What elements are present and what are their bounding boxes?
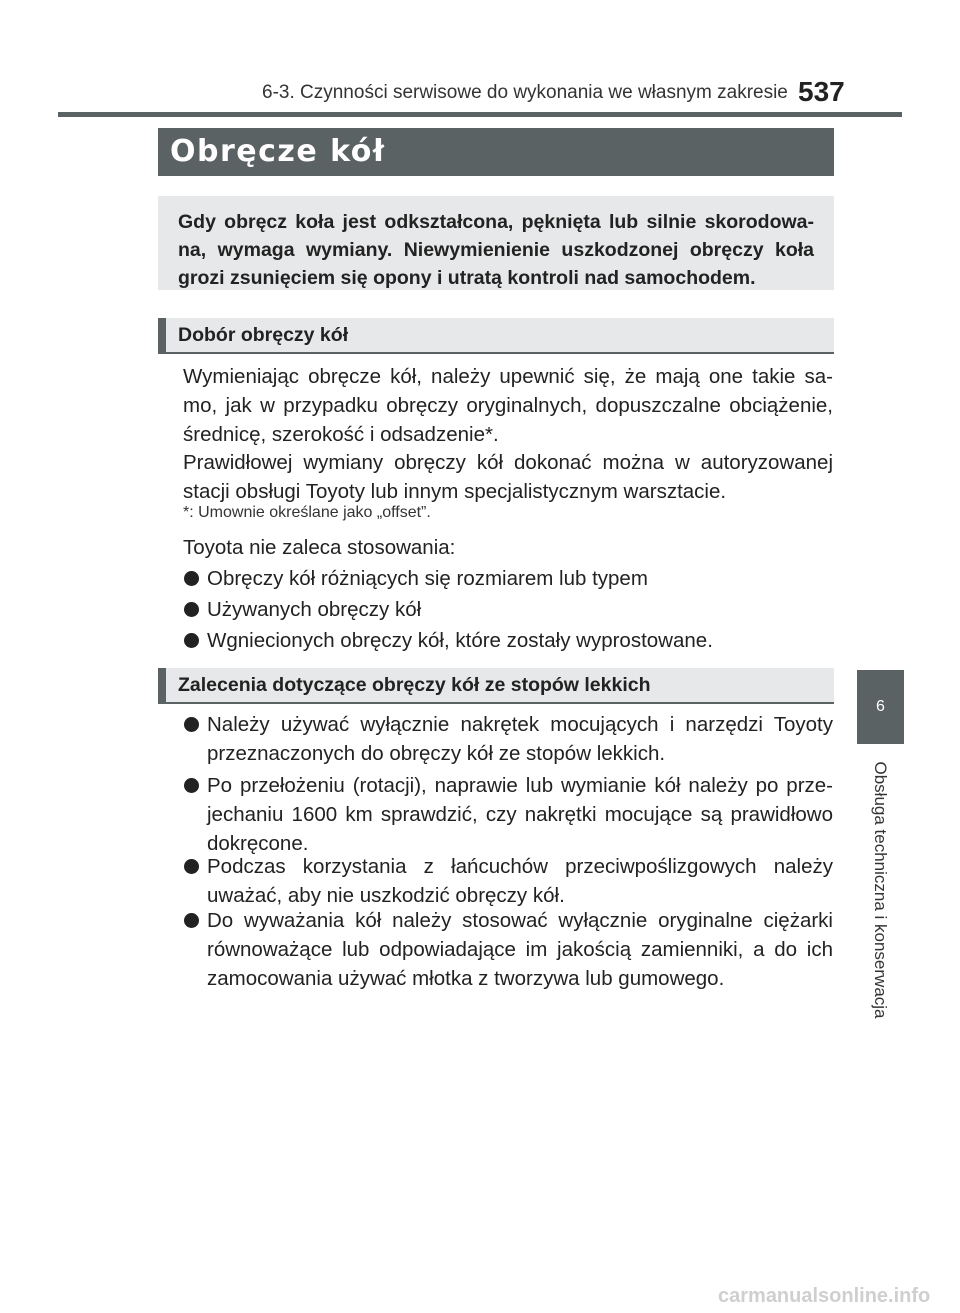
page-number: 537 <box>798 76 845 107</box>
bullet-icon <box>183 564 207 593</box>
section-heading-alloy-rims: Zalecenia dotyczące obręczy kół ze stopów lekkich <box>158 668 834 704</box>
chapter-label: Obsługa techniczna i konserwacja <box>871 761 890 1019</box>
list-item-text: Należy używać wyłącznie nakrętek mocujących i narzędzi Toyoty przeznaczonych do obręczy kół ze stopów lekkich. <box>207 713 833 765</box>
list-item <box>183 771 833 858</box>
list-item <box>183 852 833 910</box>
paragraph-not-recommended-intro: Toyota nie zaleca stosowania: <box>183 536 456 559</box>
bullet-icon <box>183 626 207 655</box>
list-item-text: Wgniecionych obręczy kół, które zostały wyprostowane. <box>207 629 713 652</box>
list-item <box>183 595 833 624</box>
paragraph-replacement-service: Prawidłowej wymiany obręczy kół dokonać można w autoryzowanej stacji obsługi Toyoty lub innym specjalistycznym warsztacie. <box>183 451 833 503</box>
section-heading-rim-selection: Dobór obręczy kół <box>158 318 834 354</box>
paragraph-rim-selection: Wymieniając obręcze kół, należy upewnić się, że mają one takie sa-mo, jak w przypadku obręczy oryginalnych, dopuszczalne obciążenie, średnicę, szerokość i odsadzenie*. <box>183 365 833 446</box>
bullet-icon <box>183 852 207 910</box>
list-item <box>183 626 833 655</box>
bullet-icon <box>183 906 207 993</box>
list-item-text: Podczas korzystania z łańcuchów przeciwpoślizgowych należy uważać, aby nie uszkodzić obręczy kół. <box>207 855 833 907</box>
list-item-text: Do wyważania kół należy stosować wyłącznie oryginalne ciężarki równoważące lub odpowiadające im jakością zamienniki, a do ich zamocowania używać młotka z tworzywa lub gumowego. <box>207 909 833 990</box>
list-item <box>183 906 833 993</box>
list-item-text: Po przełożeniu (rotacji), naprawie lub wymianie kół należy po prze-jechaniu 1600 km sprawdzić, czy nakrętki mocujące są prawidłowo dokręcone. <box>207 774 833 855</box>
list-item <box>183 564 833 593</box>
chapter-tab: 6 <box>857 670 904 744</box>
bullet-icon <box>183 595 207 624</box>
watermark: carmanualsonline.info <box>718 1285 931 1307</box>
list-item-text: Obręczy kół różniących się rozmiarem lub typem <box>207 567 648 590</box>
running-header-section: 6-3. Czynności serwisowe do wykonania we własnym zakresie <box>262 82 788 103</box>
list-item-text: Używanych obręczy kół <box>207 598 422 621</box>
footnote-offset: *: Umownie określane jako „offset”. <box>183 504 431 521</box>
list-item <box>183 710 833 768</box>
header-divider <box>58 112 902 117</box>
summary-box: Gdy obręcz koła jest odkształcona, pęknięta lub silnie skorodowa-na, wymaga wymiany. Niewymienienie uszkodzonej obręczy koła grozi zsunięciem się opony i utratą kontroli nad samochodem. <box>158 196 834 290</box>
page-title: Obręcze kół <box>158 128 834 176</box>
bullet-icon <box>183 710 207 768</box>
bullet-icon <box>183 771 207 858</box>
